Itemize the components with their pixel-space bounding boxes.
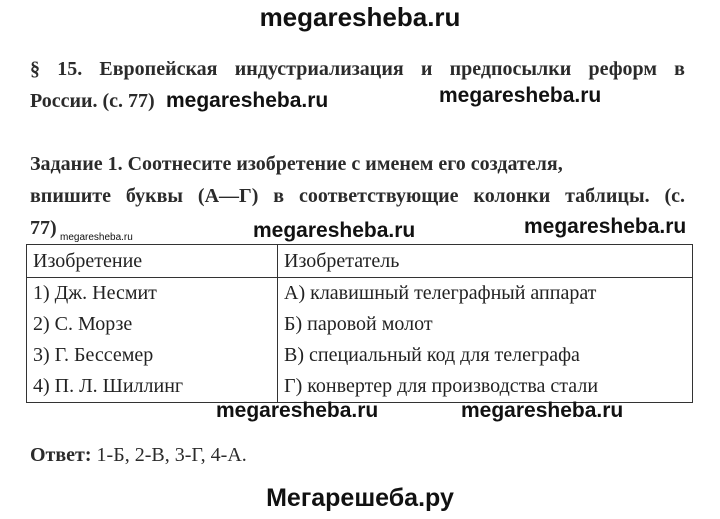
watermark-inline-1: megaresheba.ru bbox=[166, 89, 329, 112]
task-line-1: Задание 1. Соотнесите изобретение с именем его создателя, bbox=[30, 153, 563, 175]
watermark-bottom: Мегарешеба.ру bbox=[266, 484, 454, 512]
task-line-3: 77) bbox=[30, 217, 57, 239]
watermark-low-1: megaresheba.ru bbox=[216, 399, 379, 422]
table-header-row bbox=[27, 245, 693, 278]
inventions-table bbox=[26, 244, 693, 403]
table-cell: В) специальный код для телеграфа bbox=[278, 340, 693, 371]
table-cell: 3) Г. Бессемер bbox=[27, 340, 278, 371]
table-row bbox=[27, 278, 693, 310]
task-line-2: впишите буквы (А—Г) в соответствующие колонки таблицы. (с. bbox=[30, 185, 685, 207]
answer bbox=[30, 444, 247, 467]
paragraph-heading-line-2: России. (с. 77) bbox=[30, 90, 155, 112]
watermark-top: megaresheba.ru bbox=[259, 2, 461, 32]
table-cell: Б) паровой молот bbox=[278, 309, 693, 340]
watermark-inline-2: megaresheba.ru bbox=[439, 84, 602, 107]
watermark-small: megaresheba.ru bbox=[60, 232, 133, 243]
table-cell: А) клавишный телеграфный аппарат bbox=[278, 278, 693, 310]
table-cell: 1) Дж. Несмит bbox=[27, 278, 278, 310]
paragraph-heading-line-1: § 15. Европейская индустриализация и предпосылки реформ в bbox=[30, 58, 685, 80]
table-row bbox=[27, 340, 693, 371]
table-cell: 4) П. Л. Шиллинг bbox=[27, 371, 278, 403]
answer-label: Ответ: bbox=[30, 444, 92, 466]
table-cell: 2) С. Морзе bbox=[27, 309, 278, 340]
table-row bbox=[27, 309, 693, 340]
answer-value: 1-Б, 2-В, 3-Г, 4-А. bbox=[96, 444, 247, 466]
table-cell: Г) конвертер для производства стали bbox=[278, 371, 693, 403]
header-invention: Изобретение bbox=[27, 245, 278, 278]
table-row bbox=[27, 371, 693, 403]
watermark-low-2: megaresheba.ru bbox=[461, 399, 624, 422]
watermark-mid-2: megaresheba.ru bbox=[524, 215, 687, 238]
watermark-mid-1: megaresheba.ru bbox=[253, 219, 416, 242]
header-inventor: Изобретатель bbox=[278, 245, 693, 278]
